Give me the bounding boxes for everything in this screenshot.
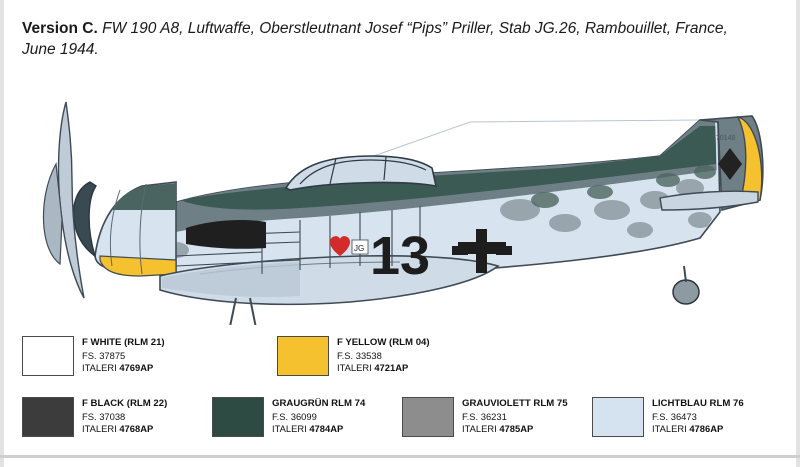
color-chip-black [22,397,74,437]
color-brand-grauviolett: ITALERI [462,423,500,434]
page-bottom-rule [0,455,800,458]
color-name-lichtblau: LICHTBLAU RLM 76 [652,398,744,409]
color-swatch-white [22,336,277,376]
color-brand-white: ITALERI [82,362,120,373]
color-swatch-row-2 [22,397,782,437]
aircraft-illustration [0,60,800,325]
color-swatch-graugruen [212,397,402,437]
svg-text:JG: JG [354,244,365,253]
color-code-yellow: 4721AP [374,362,409,373]
version-heading [22,18,742,60]
color-brand-lichtblau: ITALERI [652,423,690,434]
color-swatch-black [22,397,212,437]
color-name-grauviolett: GRAUVIOLETT RLM 75 [462,398,568,409]
color-code-grauviolett: 4785AP [499,423,534,434]
color-fs-black: FS. 37038 [82,410,126,422]
color-swatch-yellow [277,336,532,376]
color-code-graugruen: 4784AP [309,423,344,434]
color-chip-grauviolett [402,397,454,437]
color-swatch-grauviolett [402,397,592,437]
color-fs-lichtblau: F.S. 36473 [652,410,697,422]
color-chip-yellow [277,336,329,376]
version-label: Version C. [22,20,98,37]
color-name-yellow: F YELLOW (RLM 04) [337,337,430,348]
color-chip-white [22,336,74,376]
color-name-graugruen: GRAUGRÜN RLM 74 [272,398,366,409]
color-fs-white: FS. 37875 [82,349,126,361]
color-fs-graugruen: F.S. 36099 [272,410,317,422]
color-fs-grauviolett: F.S. 36231 [462,410,507,422]
color-name-white: F WHITE (RLM 21) [82,337,165,348]
paint-color-chart [22,336,782,446]
color-brand-black: ITALERI [82,423,120,434]
version-description: FW 190 A8, Luftwaffe, Oberstleutnant Josef “Pips” Priller, Stab JG.26, Rambouillet, France, June 1944. [22,20,728,58]
color-code-white: 4769AP [119,362,154,373]
color-code-black: 4768AP [119,423,154,434]
color-swatch-lichtblau [592,397,782,437]
color-brand-yellow: ITALERI [337,362,375,373]
color-swatch-row-1 [22,336,782,376]
color-fs-yellow: F.S. 33538 [337,349,382,361]
aircraft-number-text: 13 [370,226,431,286]
color-chip-lichtblau [592,397,644,437]
color-chip-graugruen [212,397,264,437]
color-code-lichtblau: 4786AP [689,423,724,434]
color-brand-graugruen: ITALERI [272,423,310,434]
color-name-black: F BLACK (RLM 22) [82,398,168,409]
tail-code-text: 170148 [712,135,736,142]
